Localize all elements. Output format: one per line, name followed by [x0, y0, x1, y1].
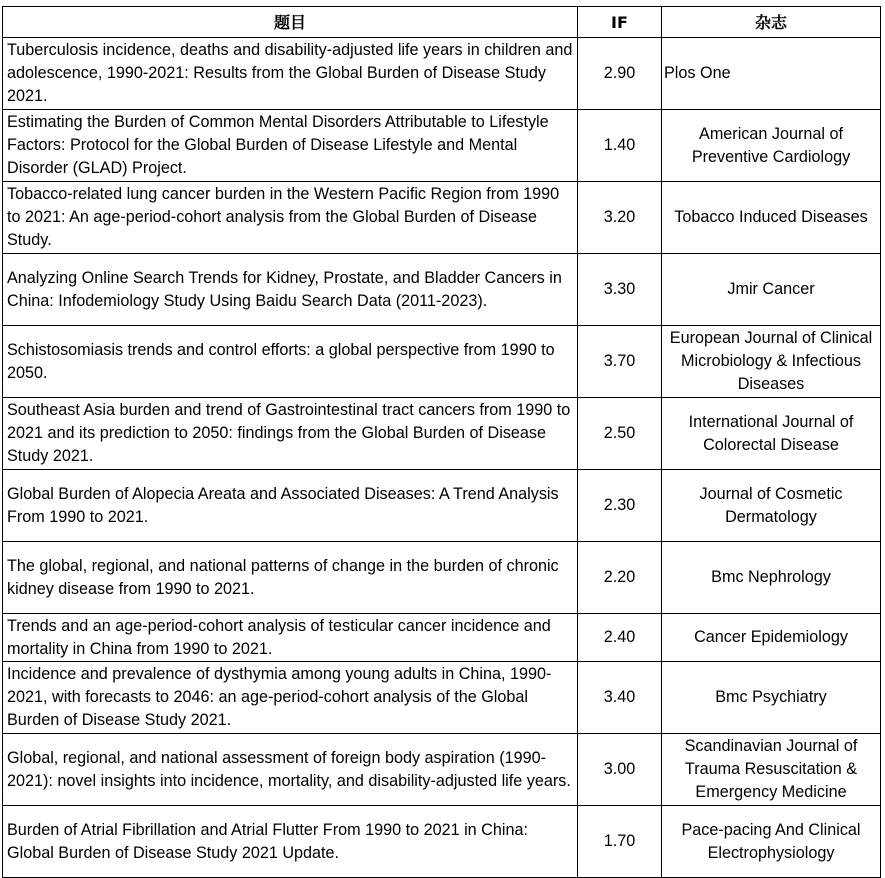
table-row: [3, 542, 881, 614]
journal-name: Tobacco Induced Diseases: [662, 182, 881, 254]
table-row: [3, 734, 881, 806]
journal-name: International Journal of Colorectal Disease: [662, 398, 881, 470]
impact-factor: 3.40: [578, 662, 662, 734]
paper-title: Tuberculosis incidence, deaths and disability-adjusted life years in children and adolescence, 1990-2021: Results from the Global Burden of Disease Study 2021.: [3, 38, 578, 110]
paper-title: Southeast Asia burden and trend of Gastrointestinal tract cancers from 1990 to 2021 and its prediction to 2050: findings from the Global Burden of Disease Study 2021.: [3, 398, 578, 470]
table-row: [3, 254, 881, 326]
paper-title: Burden of Atrial Fibrillation and Atrial Flutter From 1990 to 2021 in China: Global Burden of Disease Study 2021 Update.: [3, 806, 578, 878]
paper-title: Schistosomiasis trends and control efforts: a global perspective from 1990 to 2050.: [3, 326, 578, 398]
table-row: [3, 110, 881, 182]
paper-title: Global, regional, and national assessment of foreign body aspiration (1990-2021): novel insights into incidence, mortality, and disability-adjusted life years.: [3, 734, 578, 806]
journal-name: European Journal of Clinical Microbiology & Infectious Diseases: [662, 326, 881, 398]
journal-name: Bmc Nephrology: [662, 542, 881, 614]
journal-name: Pace-pacing And Clinical Electrophysiology: [662, 806, 881, 878]
journal-name: American Journal of Preventive Cardiology: [662, 110, 881, 182]
table-row: [3, 398, 881, 470]
journal-name: Cancer Epidemiology: [662, 614, 881, 662]
header-if: IF: [578, 7, 662, 38]
papers-table: [2, 6, 881, 878]
impact-factor: 2.90: [578, 38, 662, 110]
journal-name: Journal of Cosmetic Dermatology: [662, 470, 881, 542]
impact-factor: 3.30: [578, 254, 662, 326]
table-row: [3, 182, 881, 254]
impact-factor: 2.30: [578, 470, 662, 542]
journal-name: Bmc Psychiatry: [662, 662, 881, 734]
paper-title: Analyzing Online Search Trends for Kidney, Prostate, and Bladder Cancers in China: Infodemiology Study Using Baidu Search Data (2011-2023).: [3, 254, 578, 326]
table-row: [3, 662, 881, 734]
table-row: [3, 806, 881, 878]
paper-title: The global, regional, and national patterns of change in the burden of chronic kidney disease from 1990 to 2021.: [3, 542, 578, 614]
impact-factor: 2.40: [578, 614, 662, 662]
table-row: [3, 614, 881, 662]
paper-title: Trends and an age-period-cohort analysis of testicular cancer incidence and mortality in China from 1990 to 2021.: [3, 614, 578, 662]
table-row: [3, 326, 881, 398]
header-title: 题目: [3, 7, 578, 38]
table-row: [3, 470, 881, 542]
impact-factor: 1.70: [578, 806, 662, 878]
header-journal: 杂志: [662, 7, 881, 38]
journal-name: Jmir Cancer: [662, 254, 881, 326]
impact-factor: 1.40: [578, 110, 662, 182]
table-row: [3, 38, 881, 110]
header-row: [3, 7, 881, 38]
paper-title: Incidence and prevalence of dysthymia among young adults in China, 1990-2021, with forecasts to 2046: an age-period-cohort analysis of the Global Burden of Disease Study 2021.: [3, 662, 578, 734]
impact-factor: 3.20: [578, 182, 662, 254]
impact-factor: 2.20: [578, 542, 662, 614]
paper-title: Global Burden of Alopecia Areata and Associated Diseases: A Trend Analysis From 1990 to 2021.: [3, 470, 578, 542]
journal-name: Plos One: [662, 38, 881, 110]
paper-title: Estimating the Burden of Common Mental Disorders Attributable to Lifestyle Factors: Protocol for the Global Burden of Disease Lifestyle and Mental Disorder (GLAD) Project.: [3, 110, 578, 182]
paper-title: Tobacco-related lung cancer burden in the Western Pacific Region from 1990 to 2021: An age-period-cohort analysis from the Global Burden of Disease Study.: [3, 182, 578, 254]
journal-name: Scandinavian Journal of Trauma Resuscitation & Emergency Medicine: [662, 734, 881, 806]
impact-factor: 3.70: [578, 326, 662, 398]
impact-factor: 2.50: [578, 398, 662, 470]
impact-factor: 3.00: [578, 734, 662, 806]
